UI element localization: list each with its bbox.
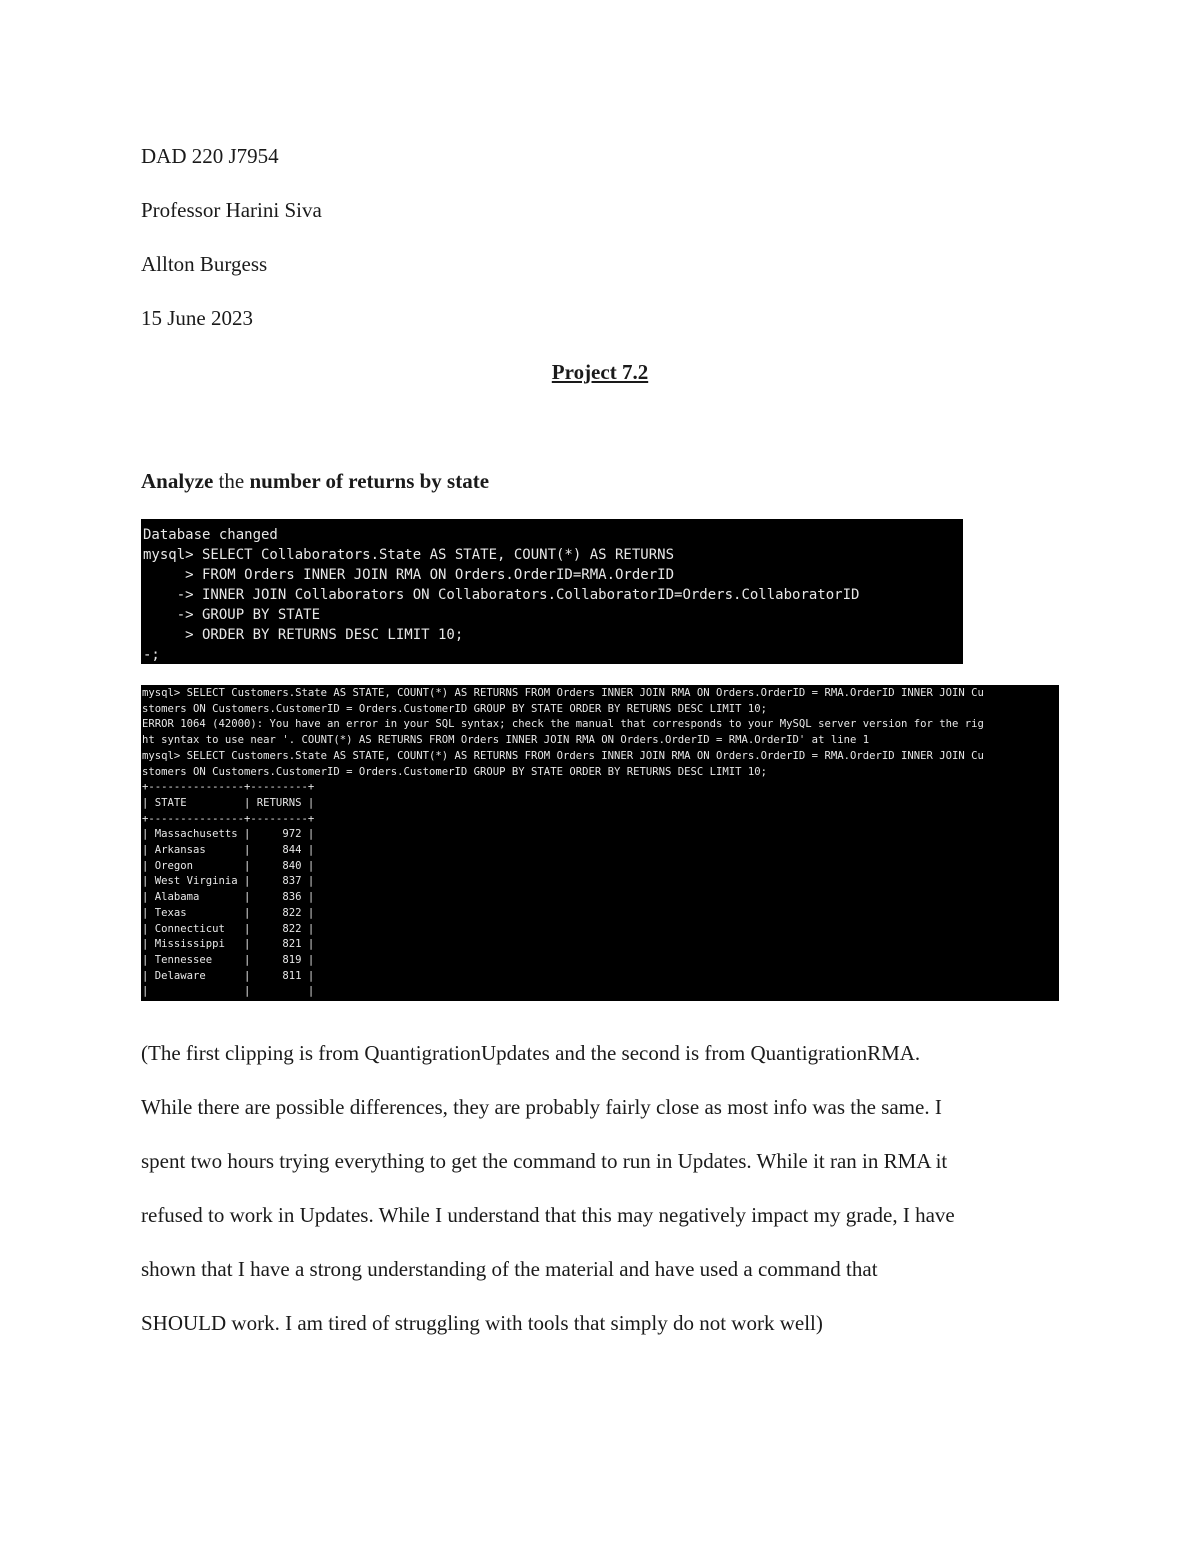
table-row: | Tennessee | 819 | [142, 953, 315, 966]
terminal-line: mysql> SELECT Customers.State AS STATE, COUNT(*) AS RETURNS FROM Orders INNER JOIN RMA ON Orders.OrderID = RMA.OrderID INNER JOIN Cu [142, 687, 984, 699]
table-row: | Delaware | 811 | [142, 969, 315, 982]
paragraph-line: (The first clipping is from QuantigrationUpdates and the second is from QuantigrationRMA. [141, 1041, 921, 1065]
terminal-screenshot-updates [141, 519, 963, 664]
terminal-line: -> INNER JOIN Collaborators ON Collaborators.CollaboratorID=Orders.CollaboratorID [143, 587, 860, 603]
paragraph-line: shown that I have a strong understanding of the material and have used a command that [141, 1257, 878, 1281]
terminal-line: -; [143, 647, 160, 663]
heading-part-2: the [213, 469, 250, 493]
section-heading [141, 469, 489, 494]
explanation-paragraph [141, 1026, 1071, 1350]
terminal-line: ht syntax to use near '. COUNT(*) AS RETURNS FROM Orders INNER JOIN RMA ON Orders.OrderID = RMA.OrderID' at line 1 [142, 734, 870, 747]
table-row: | Oregon | 840 | [142, 859, 315, 872]
table-row: | Connecticut | 822 | [142, 922, 315, 935]
terminal-line: stomers ON Customers.CustomerID = Orders.CustomerID GROUP BY STATE ORDER BY RETURNS DESC LIMIT 10; [142, 765, 768, 778]
table-border-line: +---------------+---------+ [142, 812, 315, 825]
terminal-line: -> GROUP BY STATE [143, 607, 321, 623]
paragraph-line: spent two hours trying everything to get the command to run in Updates. While it ran in RMA it [141, 1149, 948, 1173]
table-row: | West Virginia | 837 | [142, 875, 315, 888]
terminal-line: > FROM Orders INNER JOIN RMA ON Orders.OrderID=RMA.OrderID [143, 567, 675, 583]
heading-part-3: number of returns by state [249, 469, 490, 493]
paragraph-line: While there are possible differences, they are probably fairly close as most info was the same. I [141, 1095, 942, 1119]
terminal-line: mysql> SELECT Collaborators.State AS STATE, COUNT(*) AS RETURNS [143, 547, 675, 563]
table-row: | Mississippi | 821 | [142, 938, 315, 951]
terminal-line: Database changed [143, 527, 278, 543]
terminal-line: > ORDER BY RETURNS DESC LIMIT 10; [143, 627, 464, 643]
terminal-screenshot-rma [141, 685, 1059, 1001]
table-row: | | | [142, 985, 315, 998]
table-header-row: | STATE | RETURNS | [142, 796, 315, 809]
professor-line: Professor Harini Siva [141, 198, 322, 222]
terminal-line: ERROR 1064 (42000): You have an error in your SQL syntax; check the manual that corresponds to your MySQL server version for the rig [142, 718, 984, 731]
table-row: | Massachusetts | 972 | [142, 828, 315, 841]
course-line: DAD 220 J7954 [141, 144, 279, 168]
terminal-line: stomers ON Customers.CustomerID = Orders.CustomerID GROUP BY STATE ORDER BY RETURNS DESC LIMIT 10; [142, 702, 768, 715]
terminal-line: mysql> SELECT Customers.State AS STATE, COUNT(*) AS RETURNS FROM Orders INNER JOIN RMA ON Orders.OrderID = RMA.OrderID INNER JOIN Cu [142, 749, 984, 762]
table-row: | Alabama | 836 | [142, 891, 315, 904]
date-line: 15 June 2023 [141, 306, 253, 330]
paragraph-line: SHOULD work. I am tired of struggling with tools that simply do not work well) [141, 1311, 823, 1335]
student-name-line: Allton Burgess [141, 252, 268, 276]
table-row: | Arkansas | 844 | [142, 844, 315, 856]
document-title: Project 7.2 [551, 360, 649, 384]
paragraph-line: refused to work in Updates. While I understand that this may negatively impact my grade, I have [141, 1203, 955, 1227]
table-border-line: +---------------+---------+ [142, 781, 315, 794]
heading-part-1: Analyze [141, 469, 214, 493]
table-row: | Texas | 822 | [142, 906, 315, 919]
